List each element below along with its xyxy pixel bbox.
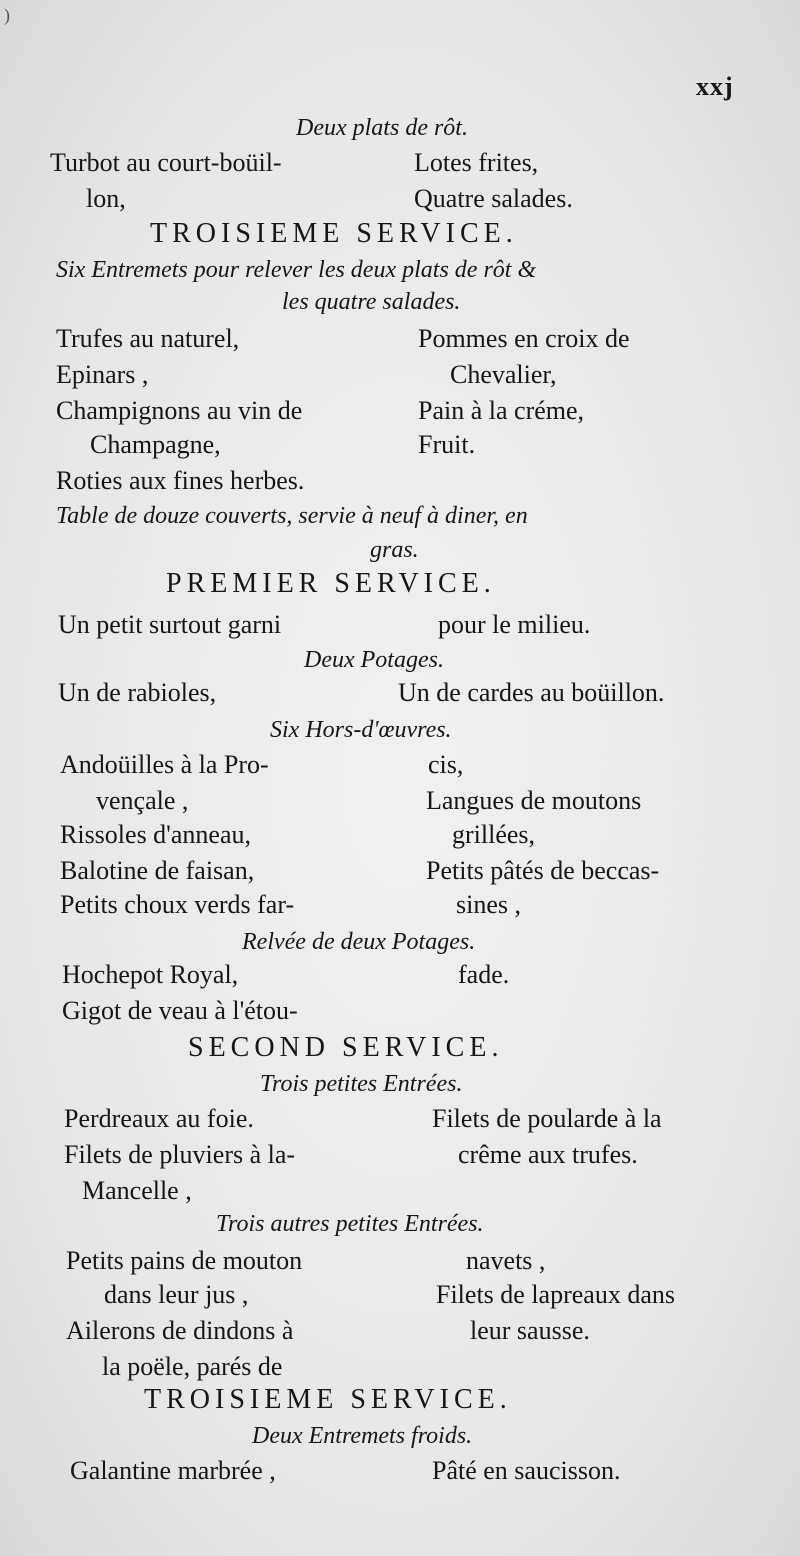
course-subheading: Six Entremets pour relever les deux plats de rôt & <box>56 257 537 283</box>
menu-dish: Chevalier, <box>450 360 557 389</box>
menu-dish: Un petit surtout garni <box>58 610 282 639</box>
menu-dish: Langues de moutons <box>426 786 642 815</box>
menu-dish: vençale , <box>96 786 189 815</box>
menu-dish: Un de rabioles, <box>58 678 217 707</box>
table-heading: gras. <box>370 537 419 563</box>
menu-dish: lon, <box>86 184 126 213</box>
menu-dish: Petits pâtés de beccas- <box>426 856 660 885</box>
menu-dish: Pommes en croix de <box>418 324 630 353</box>
page-number: xxj <box>696 72 734 101</box>
menu-dish: Un de cardes au boüillon. <box>398 678 665 707</box>
menu-dish: Petits choux verds far- <box>60 890 295 919</box>
course-subheading: Trois autres petites Entrées. <box>216 1211 484 1237</box>
course-subheading: Trois petites Entrées. <box>260 1071 463 1097</box>
menu-dish: grillées, <box>452 820 536 849</box>
menu-dish: navets , <box>466 1246 546 1275</box>
service-heading: TROISIEME SERVICE. <box>144 1384 512 1415</box>
menu-dish: Gigot de veau à l'étou- <box>62 996 298 1025</box>
menu-dish: cis, <box>428 750 464 779</box>
menu-dish: Filets de pluviers à la- <box>64 1140 296 1169</box>
course-subheading: Deux Entremets froids. <box>252 1423 473 1449</box>
menu-dish: fade. <box>458 960 510 989</box>
menu-dish: Petits pains de mouton <box>66 1246 303 1275</box>
corner-mark: ) <box>4 5 10 25</box>
menu-dish: Fruit. <box>418 430 476 459</box>
course-subheading: Deux plats de rôt. <box>296 115 468 141</box>
menu-dish: Quatre salades. <box>414 184 573 213</box>
course-subheading: Relvée de deux Potages. <box>242 929 476 955</box>
menu-dish: Champignons au vin de <box>56 396 303 425</box>
menu-dish: Pâté en saucisson. <box>432 1456 621 1485</box>
service-heading: PREMIER SERVICE. <box>166 568 496 599</box>
course-subheading: les quatre salades. <box>282 289 461 315</box>
menu-dish: sines , <box>456 890 521 919</box>
menu-dish: leur sausse. <box>470 1316 590 1345</box>
menu-dish: Rissoles d'anneau, <box>60 820 251 849</box>
menu-dish: Champagne, <box>90 430 221 459</box>
menu-dish: crême aux trufes. <box>458 1140 638 1169</box>
menu-dish: Epinars , <box>56 360 149 389</box>
table-heading: Table de douze couverts, servie à neuf à diner, en <box>56 503 528 529</box>
service-heading: TROISIEME SERVICE. <box>150 218 518 249</box>
menu-dish: Lotes frites, <box>414 148 539 177</box>
menu-dish: Andoüilles à la Pro- <box>60 750 269 779</box>
course-subheading: Deux Potages. <box>304 647 444 673</box>
menu-dish: la poële, parés de <box>102 1352 283 1381</box>
menu-dish: Trufes au naturel, <box>56 324 240 353</box>
menu-dish: dans leur jus , <box>104 1280 249 1309</box>
menu-dish: Hochepot Royal, <box>62 960 239 989</box>
menu-dish: Roties aux fines herbes. <box>56 466 305 495</box>
menu-dish: Pain à la créme, <box>418 396 585 425</box>
menu-dish: Mancelle , <box>82 1176 192 1205</box>
course-subheading: Six Hors-d'œuvres. <box>270 717 452 743</box>
menu-dish: Turbot au court-boüil- <box>50 148 282 177</box>
menu-dish: Galantine marbrée , <box>70 1456 276 1485</box>
menu-dish: pour le milieu. <box>438 610 591 639</box>
menu-dish: Filets de lapreaux dans <box>436 1280 675 1309</box>
menu-dish: Balotine de faisan, <box>60 856 255 885</box>
menu-dish: Ailerons de dindons à <box>66 1316 294 1345</box>
menu-dish: Perdreaux au foie. <box>64 1104 254 1133</box>
service-heading: SECOND SERVICE. <box>188 1032 504 1063</box>
menu-dish: Filets de poularde à la <box>432 1104 662 1133</box>
